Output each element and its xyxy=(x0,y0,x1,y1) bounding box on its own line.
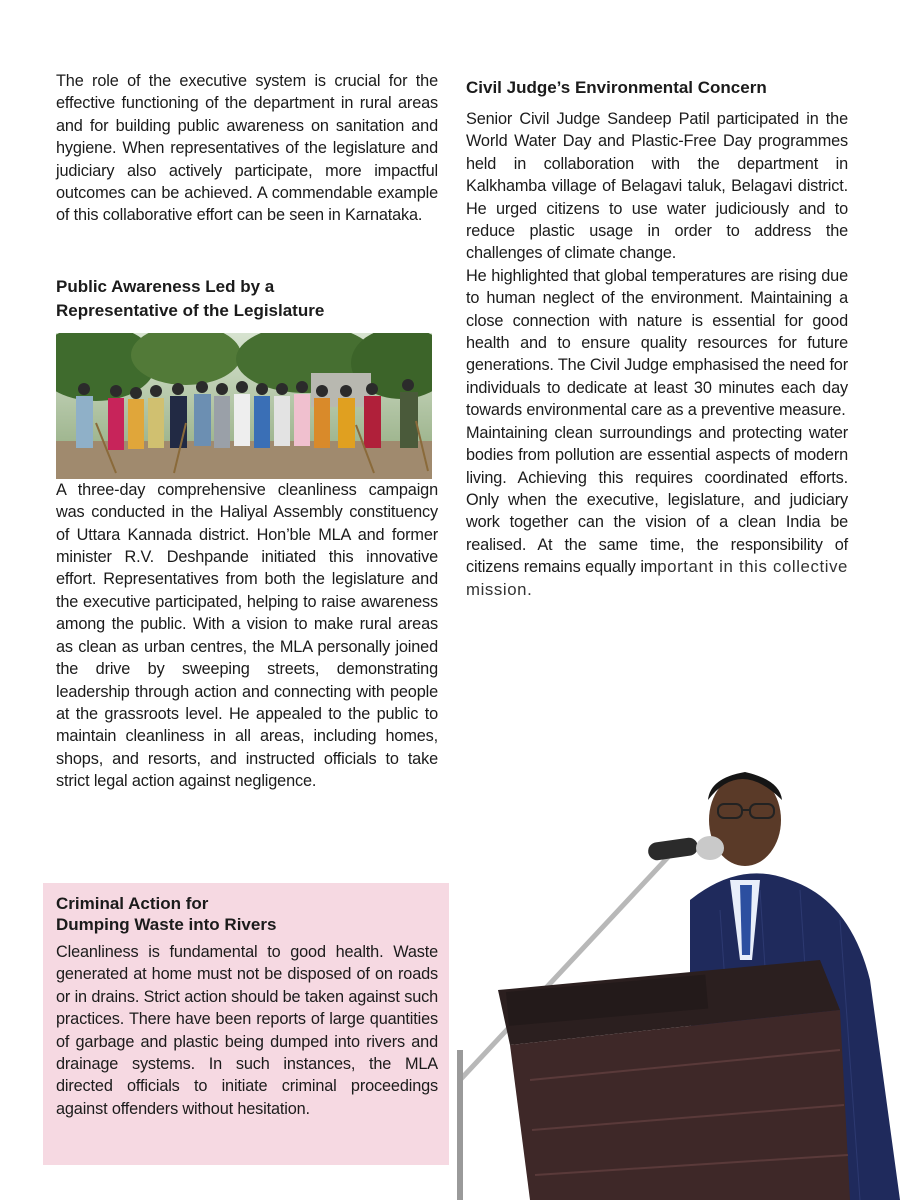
civil-judge-heading: Civil Judge’s Environmental Concern xyxy=(466,78,767,97)
public-heading-line1: Public Awareness Led by a xyxy=(56,276,275,296)
podium xyxy=(498,960,850,1200)
campaign-paragraph: A three-day comprehensive cleanliness campaign was conducted in the Haliyal Assembly constituency of Uttara Kannada district. Hon’ble MLA and former minister R.V. Deshpande initiated this innovative effort. Representatives from both the legislature and the executive participated, helping to raise awareness among the public. With a vision to make rural areas as clean as urban centres, the MLA personally joined the drive by sweeping streets, demonstrating leadership through action and connecting with people at the grassroots level. He appealed to the public to maintain cleanliness in all areas, including homes, shops, and resorts, and instructed officials to take strict legal action against negligence. xyxy=(56,480,438,791)
left-column xyxy=(56,70,438,793)
criminal-action-heading xyxy=(56,893,438,935)
right-column xyxy=(466,76,848,601)
civil-judge-paragraph-1: Senior Civil Judge Sandeep Patil participated in the World Water Day and Plastic-Free Day programmes held in collaboration with the department in Kalkhamba village of Belagavi taluk, Belagavi district. He urged citizens to use water judiciously and to reduce plastic usage in order to address the challenges of climate change. xyxy=(466,110,848,263)
cleanliness-campaign-photo xyxy=(56,333,432,479)
civil-judge-paragraph-3 xyxy=(466,422,848,601)
public-heading-line2: Representative of the Legislature xyxy=(56,300,325,320)
public-awareness-heading xyxy=(56,275,438,323)
paragraph-3-main: Maintaining clean surroundings and protecting water bodies from pollution are essential aspects of modern living. Achieving this requires coordinated efforts. Only when the executive, legislature, and judiciary work together can the vision of a clean India be realised. At the same time, the responsibility of citizens remains equally im xyxy=(466,423,848,577)
civil-judge-paragraph-2: He highlighted that global temperatures are rising due to human neglect of the environment. Maintaining a close connection with nature is essential for good health and to ensure quality resources for future generations. The Civil Judge emphasised the need for individuals to dedicate at least 30 minutes each day towards environmental care as a preventive measure. xyxy=(466,266,848,420)
intro-paragraph: The role of the executive system is crucial for the effective functioning of the department in rural areas and for building public awareness on sanitation and hygiene. When representatives of the legislature and judiciary also actively participate, more impactful outcomes can be achieved. A commendable example of this collaborative effort can be seen in Karnataka. xyxy=(56,72,438,225)
criminal-action-box xyxy=(43,883,449,1165)
criminal-action-paragraph: Cleanliness is fundamental to good health. Waste generated at home must not be disposed of on roads or in drains. Strict action should be taken against such practices. There have been reports of large quantities of garbage and plastic being dumped into rivers and drainage systems. In such instances, the MLA directed officials to initiate criminal proceedings against offenders without hesitation. xyxy=(56,943,438,1118)
criminal-heading-line2: Dumping Waste into Rivers xyxy=(56,915,277,934)
paragraph-3-tail: portant in this collective mission. xyxy=(466,557,848,599)
judge-speaking-photo xyxy=(440,760,900,1200)
criminal-heading-line1: Criminal Action for xyxy=(56,894,209,913)
